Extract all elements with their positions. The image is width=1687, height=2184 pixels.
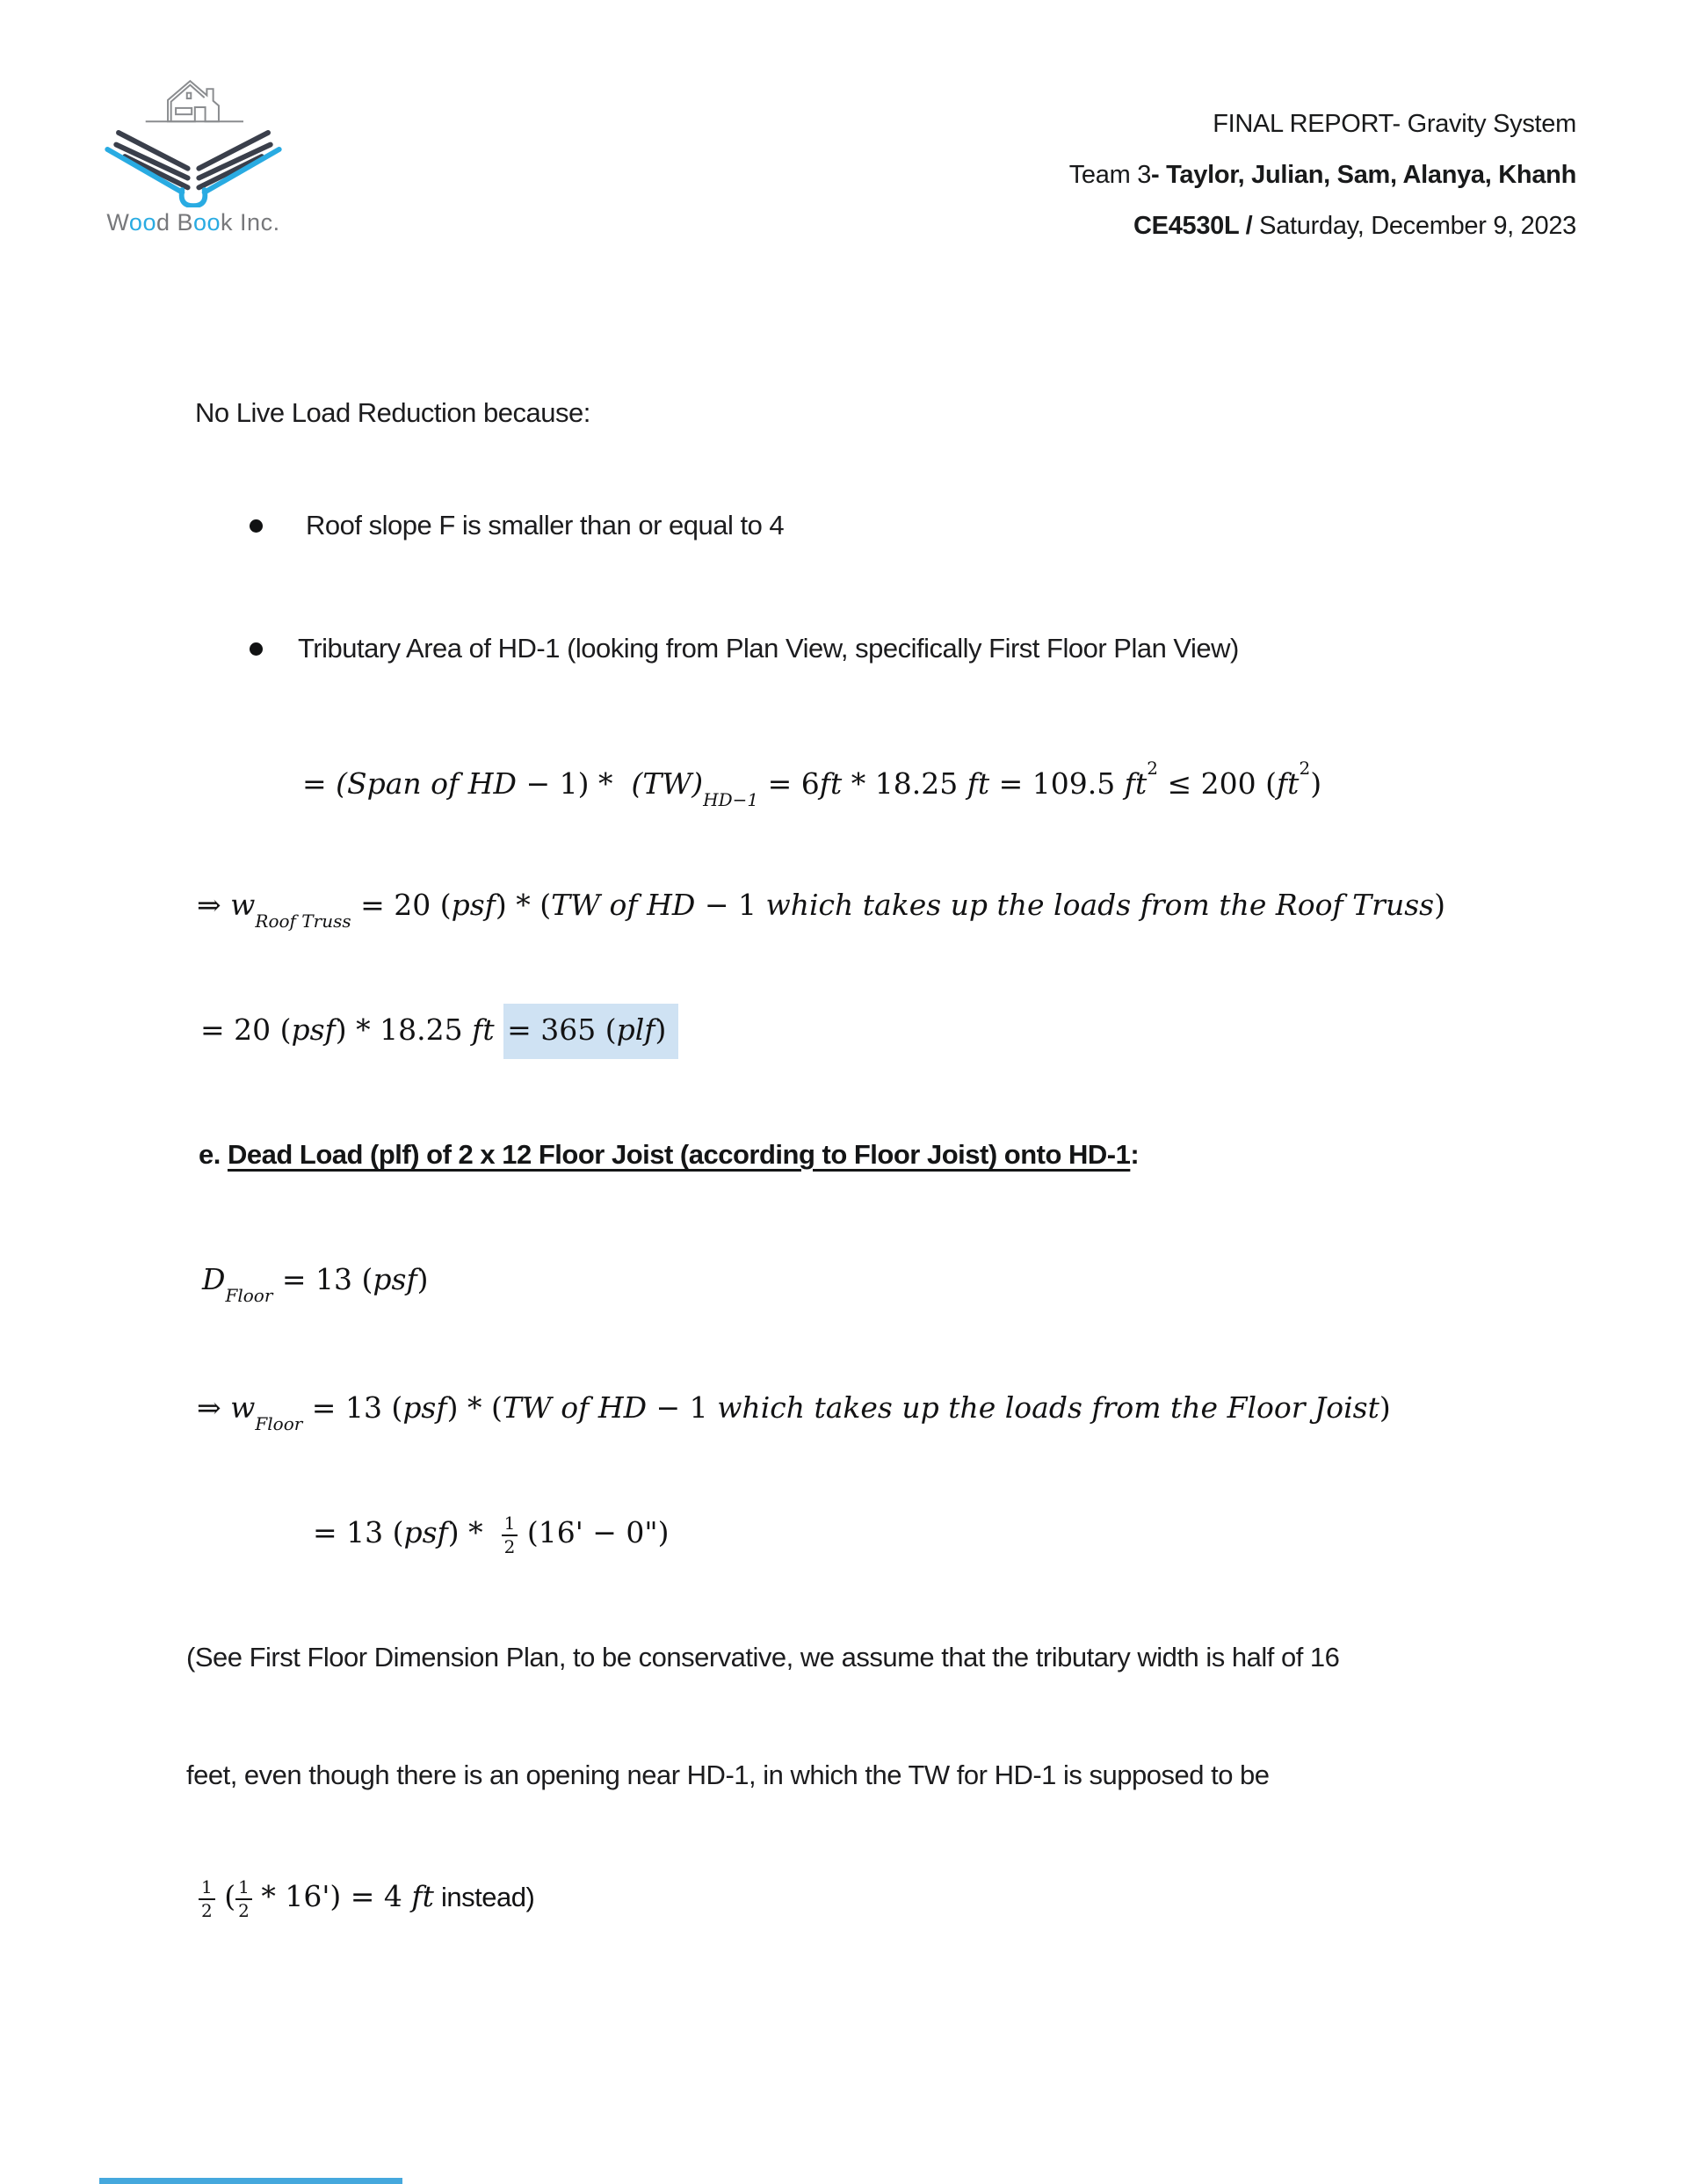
equation-tributary-area: = (Span of HD − $1) * (TW)_{HD-1} = 6ft * 18.25$ ft = 109.5 $ft^2 \le 200$ $(ft^2)$ [302, 758, 1322, 810]
wood-book-logo-icon [98, 74, 289, 207]
equation-w-floor: ⇒ $w_{Floor} = 13$ (psf) * (TW of HD − 1 which takes up the loads from the Floor Joist) [197, 1390, 1391, 1434]
company-logo [95, 74, 292, 236]
header-team-line: Team 3- Taylor, Julian, Sam, Alanya, Khanh [1068, 161, 1576, 189]
logo-house-icon [146, 81, 243, 121]
section-heading-e: e. Dead Load (plf) of 2 x 12 Floor Joist (according to Floor Joist) onto HD-1: [199, 1139, 1140, 1170]
equation-result-plain: = 20 (psf) * 18.25 ft [200, 1012, 495, 1047]
equation-tw-note-calc: $\frac{1}{2}$ ( $\frac{1}{2}$ * 16') = 4 ft instead) [199, 1877, 534, 1921]
bullet-item-roof-slope [250, 510, 784, 541]
logo-book-pages-icon [116, 133, 271, 187]
intro-text: No Live Load Reduction because: [195, 397, 590, 428]
highlighted-result: = 365 (plf) [503, 1004, 678, 1059]
equation-w-floor-calc: = 13 (psf) * $\frac{1}{2}$ (16' − 0") [313, 1513, 670, 1557]
bullet-text: Roof slope F is smaller than or equal to 4 [306, 510, 785, 541]
note-paragraph-line-2: feet, even though there is an opening near HD-1, in which the TW for HD-1 is supposed to be [186, 1760, 1270, 1790]
bullet-dot-icon [250, 519, 263, 533]
next-page-content-sliver [99, 2178, 402, 2184]
header-title: FINAL REPORT- Gravity System [1213, 110, 1576, 138]
equation-w-roof-truss: ⇒ $w_{Roof Truss} = 20$ (psf) * (TW of HD − 1 which takes up the loads from the Roof Truss) [197, 888, 1445, 932]
bullet-dot-icon [250, 642, 263, 656]
header-course-line: CE4530L / Saturday, December 9, 2023 [1133, 212, 1576, 240]
equation-d-floor: $D_{Floor} = 13$ (psf) [202, 1262, 429, 1306]
company-name: Wood Book Inc. [106, 209, 280, 236]
bullet-item-tributary-area [250, 633, 1239, 664]
equation-w-roof-result [200, 1012, 678, 1047]
note-paragraph-line-1: (See First Floor Dimension Plan, to be conservative, we assume that the tributary width is half of 16 [186, 1642, 1340, 1672]
report-header [1069, 98, 1576, 251]
bullet-text: Tributary Area of HD-1 (looking from Plan View, specifically First Floor Plan View) [298, 633, 1239, 664]
